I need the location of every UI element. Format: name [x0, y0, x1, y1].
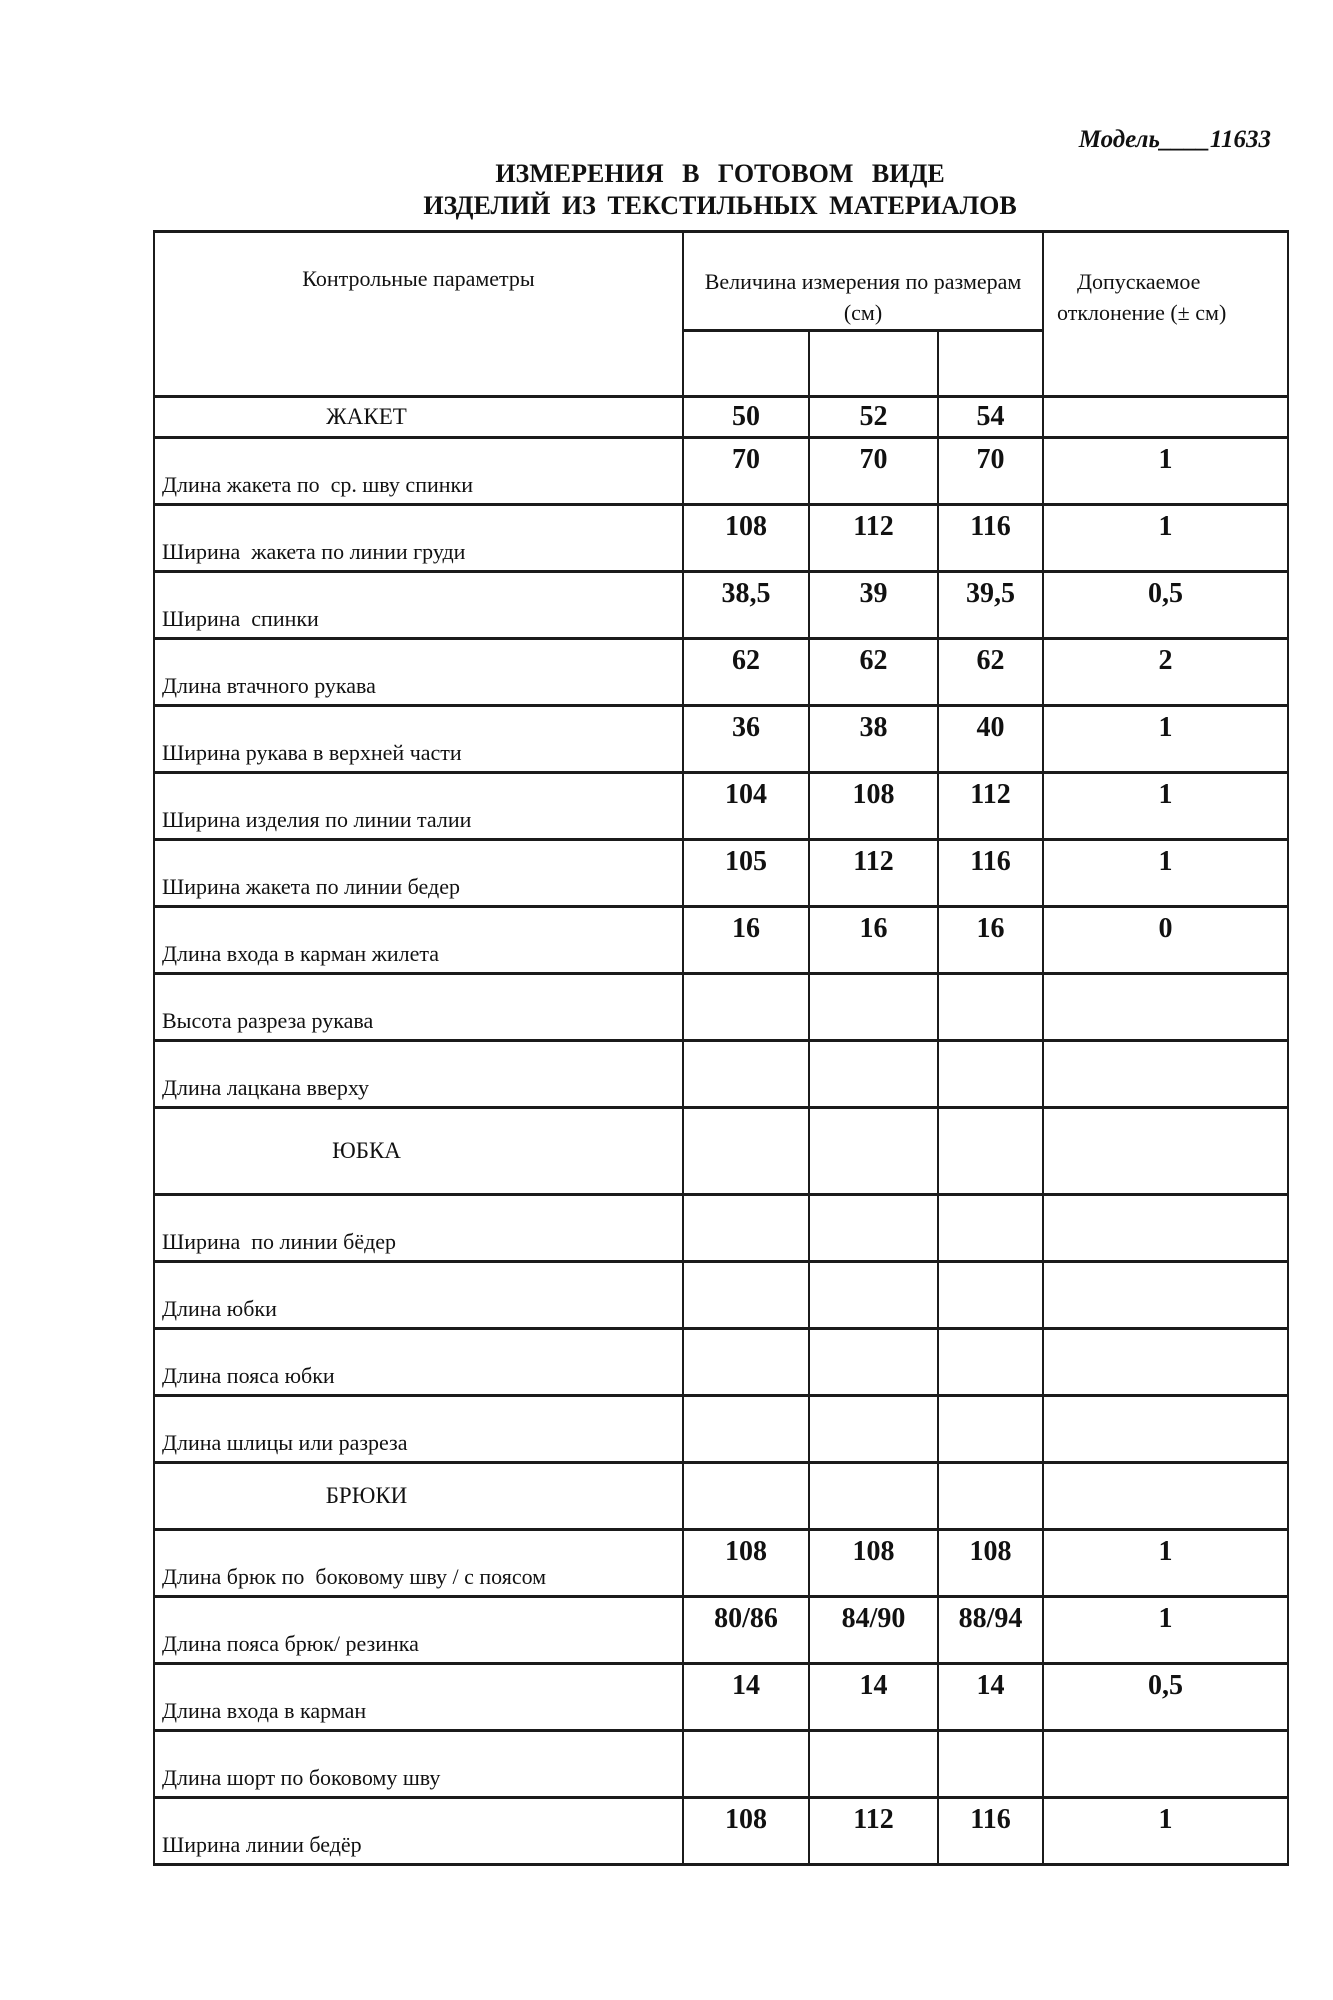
tolerance-value [1043, 1041, 1288, 1108]
table-row [154, 438, 1288, 505]
header-tolerance: Допускаемое отклонение (± см) [1043, 232, 1288, 397]
size-value: 40 [938, 706, 1043, 773]
size-value: 16 [809, 907, 938, 974]
param-label: Длина юбки [154, 1262, 683, 1329]
header-size-cell-3 [938, 331, 1043, 397]
size-value [683, 1195, 809, 1262]
table-row [154, 1195, 1288, 1262]
size-value: 105 [683, 840, 809, 907]
size-value: 70 [809, 438, 938, 505]
section-row-skirt [154, 1108, 1288, 1195]
measurements-table [153, 230, 1289, 1866]
document-title-line-2: ИЗДЕЛИЙ ИЗ ТЕКСТИЛЬНЫХ МАТЕРИАЛОВ [423, 191, 1017, 220]
size-value: 112 [809, 840, 938, 907]
size-value [683, 1396, 809, 1463]
size-value [938, 1262, 1043, 1329]
tolerance-value: 1 [1043, 840, 1288, 907]
param-label: Длина шлицы или разреза [154, 1396, 683, 1463]
table-row [154, 1530, 1288, 1597]
param-label: Ширина рукава в верхней части [154, 706, 683, 773]
size-value [683, 1463, 809, 1530]
size-value: 14 [683, 1664, 809, 1731]
size-value: 112 [809, 505, 938, 572]
size-value [809, 1731, 938, 1798]
size-value: 52 [809, 397, 938, 438]
table-row [154, 572, 1288, 639]
size-value: 108 [809, 1530, 938, 1597]
tolerance-value [1043, 1262, 1288, 1329]
table-row [154, 1329, 1288, 1396]
header-control-parameters: Контрольные параметры [154, 232, 683, 397]
size-value: 108 [683, 1798, 809, 1865]
section-label: ЮБКА [154, 1108, 683, 1195]
size-value: 104 [683, 773, 809, 840]
tolerance-value [1043, 1463, 1288, 1530]
section-label: ЖАКЕТ [154, 397, 683, 438]
table-row [154, 1597, 1288, 1664]
size-value [809, 1463, 938, 1530]
tolerance-value: 1 [1043, 1597, 1288, 1664]
size-value: 116 [938, 1798, 1043, 1865]
table-row [154, 840, 1288, 907]
tolerance-value: 1 [1043, 1798, 1288, 1865]
table-row [154, 1664, 1288, 1731]
tolerance-value: 2 [1043, 639, 1288, 706]
table-row [154, 1731, 1288, 1798]
table-row [154, 706, 1288, 773]
table-row [154, 1798, 1288, 1865]
tolerance-value [1043, 1108, 1288, 1195]
table-row [154, 1396, 1288, 1463]
size-value [809, 1396, 938, 1463]
size-value [938, 1731, 1043, 1798]
param-label: Высота разреза рукава [154, 974, 683, 1041]
size-value: 108 [683, 505, 809, 572]
size-value [809, 974, 938, 1041]
param-label: Длина лацкана вверху [154, 1041, 683, 1108]
size-value [809, 1041, 938, 1108]
size-value: 39 [809, 572, 938, 639]
size-value [683, 974, 809, 1041]
param-label: Ширина спинки [154, 572, 683, 639]
header-size-cell-2 [809, 331, 938, 397]
header-measurement-values: Величина измерения по размерам (см) [683, 232, 1043, 331]
tolerance-value [1043, 1731, 1288, 1798]
size-value [683, 1108, 809, 1195]
tolerance-value [1043, 1396, 1288, 1463]
size-value: 62 [683, 639, 809, 706]
size-value: 108 [683, 1530, 809, 1597]
tolerance-value: 0,5 [1043, 572, 1288, 639]
size-value: 80/86 [683, 1597, 809, 1664]
table-row [154, 505, 1288, 572]
size-value: 112 [938, 773, 1043, 840]
section-row-jacket [154, 397, 1288, 438]
size-value: 70 [683, 438, 809, 505]
tolerance-value: 0,5 [1043, 1664, 1288, 1731]
size-value: 16 [683, 907, 809, 974]
model-number-label: Модель____11633 [1078, 126, 1271, 153]
param-label: Ширина жакета по линии груди [154, 505, 683, 572]
size-value [809, 1329, 938, 1396]
size-value [683, 1329, 809, 1396]
table-header-row-1 [154, 232, 1288, 331]
document-title-line-1: ИЗМЕРЕНИЯ В ГОТОВОМ ВИДЕ [495, 159, 945, 188]
table-row [154, 639, 1288, 706]
size-value: 14 [809, 1664, 938, 1731]
section-row-trousers [154, 1463, 1288, 1530]
param-label: Длина входа в карман [154, 1664, 683, 1731]
size-value: 16 [938, 907, 1043, 974]
tolerance-value: 1 [1043, 505, 1288, 572]
size-value: 54 [938, 397, 1043, 438]
size-value: 62 [809, 639, 938, 706]
param-label: Длина пояса юбки [154, 1329, 683, 1396]
param-label: Ширина линии бедёр [154, 1798, 683, 1865]
size-value [938, 974, 1043, 1041]
size-value [809, 1195, 938, 1262]
param-label: Длина входа в карман жилета [154, 907, 683, 974]
size-value: 112 [809, 1798, 938, 1865]
size-value: 38 [809, 706, 938, 773]
table-row [154, 907, 1288, 974]
size-value [683, 1262, 809, 1329]
size-value: 14 [938, 1664, 1043, 1731]
size-value [938, 1195, 1043, 1262]
header-size-cell-1 [683, 331, 809, 397]
size-value [683, 1041, 809, 1108]
tolerance-value [1043, 1195, 1288, 1262]
param-label: Длина шорт по боковому шву [154, 1731, 683, 1798]
size-value: 108 [809, 773, 938, 840]
size-value [938, 1108, 1043, 1195]
param-label: Длина брюк по боковому шву / с поясом [154, 1530, 683, 1597]
tolerance-value: 1 [1043, 1530, 1288, 1597]
size-value: 116 [938, 505, 1043, 572]
size-value [809, 1262, 938, 1329]
size-value: 36 [683, 706, 809, 773]
param-label: Ширина изделия по линии талии [154, 773, 683, 840]
size-value: 50 [683, 397, 809, 438]
tolerance-value [1043, 1329, 1288, 1396]
tolerance-value: 1 [1043, 438, 1288, 505]
size-value: 62 [938, 639, 1043, 706]
tolerance-value: 1 [1043, 773, 1288, 840]
size-value: 84/90 [809, 1597, 938, 1664]
size-value: 116 [938, 840, 1043, 907]
table-row [154, 1041, 1288, 1108]
size-value [938, 1041, 1043, 1108]
section-label: БРЮКИ [154, 1463, 683, 1530]
table-row [154, 1262, 1288, 1329]
tolerance-value [1043, 397, 1288, 438]
size-value [938, 1329, 1043, 1396]
size-value: 88/94 [938, 1597, 1043, 1664]
param-label: Ширина по линии бёдер [154, 1195, 683, 1262]
table-row [154, 974, 1288, 1041]
param-label: Длина жакета по ср. шву спинки [154, 438, 683, 505]
size-value: 70 [938, 438, 1043, 505]
size-value [938, 1463, 1043, 1530]
tolerance-value: 1 [1043, 706, 1288, 773]
param-label: Ширина жакета по линии бедер [154, 840, 683, 907]
size-value [938, 1396, 1043, 1463]
size-value: 38,5 [683, 572, 809, 639]
tolerance-value: 0 [1043, 907, 1288, 974]
size-value [683, 1731, 809, 1798]
table-row [154, 773, 1288, 840]
param-label: Длина пояса брюк/ резинка [154, 1597, 683, 1664]
size-value [809, 1108, 938, 1195]
size-value: 39,5 [938, 572, 1043, 639]
tolerance-value [1043, 974, 1288, 1041]
document-title [153, 158, 1287, 222]
size-value: 108 [938, 1530, 1043, 1597]
param-label: Длина втачного рукава [154, 639, 683, 706]
